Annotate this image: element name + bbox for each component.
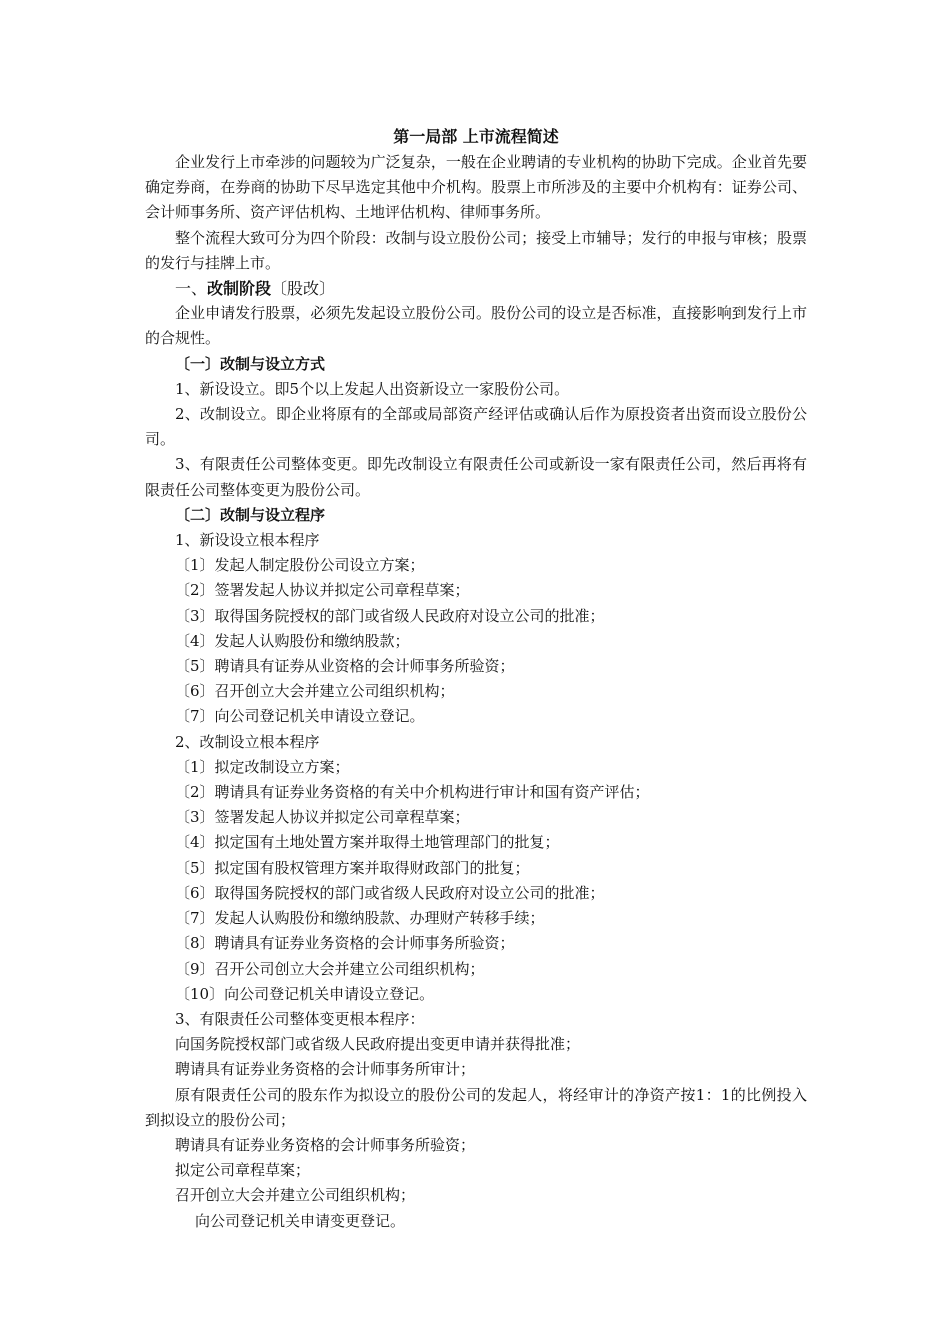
procedure-step: 拟定公司章程草案； xyxy=(175,1161,311,1180)
section-description: 企业申请发行股票，必须先发起设立股份公司。股份公司的设立是否标准，直接影响到发行上市的合规性。 xyxy=(145,304,807,348)
method-item: 1、新设设立。即5个以上发起人出资新设立一家股份公司。 xyxy=(175,379,570,398)
procedure-step: 〔1〕拟定改制设立方案； xyxy=(175,757,350,776)
procedure-step: 〔6〕召开创立大会并建立公司组织机构； xyxy=(175,682,455,701)
procedure-step: 〔4〕发起人认购股份和缴纳股款； xyxy=(175,631,410,650)
section-title: 改制阶段 xyxy=(207,279,272,299)
procedure-step: 〔10〕向公司登记机关申请设立登记。 xyxy=(175,984,435,1003)
section-suffix: 〔股改〕 xyxy=(271,279,336,299)
intro-paragraph-2: 整个流程大致可分为四个阶段：改制与设立股份公司；接受上市辅导；发行的申报与审核；股票的发行与挂牌上市。 xyxy=(145,228,807,272)
document-page xyxy=(145,124,807,1234)
section-heading xyxy=(145,276,807,301)
procedure-title-new: 1、新设设立根本程序 xyxy=(175,531,320,550)
procedure-step: 〔9〕召开公司创立大会并建立公司组织机构； xyxy=(175,959,485,978)
method-item: 2、改制设立。即企业将原有的全部或局部资产经评估或确认后作为原投资者出资而设立股份公司。 xyxy=(145,405,807,449)
subsection-heading-2: 〔二〕改制与设立程序 xyxy=(175,505,326,524)
procedure-step: 〔3〕取得国务院授权的部门或省级人民政府对设立公司的批准； xyxy=(175,606,605,625)
method-item: 3、有限责任公司整体变更。即先改制设立有限责任公司或新设一家有限责任公司，然后再将有限责任公司整体变更为股份公司。 xyxy=(145,455,807,499)
procedure-step: 聘请具有证券业务资格的会计师事务所审计； xyxy=(175,1060,476,1079)
procedure-step: 〔1〕发起人制定股份公司设立方案； xyxy=(175,556,425,575)
section-prefix: 一、 xyxy=(175,279,208,299)
procedure-step: 〔2〕签署发起人协议并拟定公司章程草案； xyxy=(175,581,470,600)
procedure-step: 向国务院授权部门或省级人民政府提出变更申请并获得批准； xyxy=(175,1035,581,1054)
page-title: 第一局部 上市流程简述 xyxy=(393,127,559,146)
procedure-step: 〔5〕聘请具有证券从业资格的会计师事务所验资； xyxy=(175,657,515,676)
intro-paragraph-1: 企业发行上市牵涉的问题较为广泛复杂，一般在企业聘请的专业机构的协助下完成。企业首先要确定券商，在券商的协助下尽早选定其他中介机构。股票上市所涉及的主要中介机构有：证券公司、会计师事务所、资产评估机构、土地评估机构、律师事务所。 xyxy=(145,153,807,222)
procedure-step: 〔5〕拟定国有股权管理方案并取得财政部门的批复； xyxy=(175,858,530,877)
procedure-step: 〔4〕拟定国有土地处置方案并取得土地管理部门的批复； xyxy=(175,833,560,852)
procedure-step: 召开创立大会并建立公司组织机构； xyxy=(175,1186,416,1205)
procedure-step: 〔2〕聘请具有证券业务资格的有关中介机构进行审计和国有资产评估； xyxy=(175,783,650,802)
procedure-title-reform: 2、改制设立根本程序 xyxy=(175,732,320,751)
procedure-step: 〔8〕聘请具有证券业务资格的会计师事务所验资； xyxy=(175,934,515,953)
procedure-step: 聘请具有证券业务资格的会计师事务所验资； xyxy=(175,1135,476,1154)
procedure-step: 〔7〕发起人认购股份和缴纳股款、办理财产转移手续； xyxy=(175,909,545,928)
procedure-step: 〔6〕取得国务院授权的部门或省级人民政府对设立公司的批准； xyxy=(175,883,605,902)
procedure-step-last: 向公司登记机关申请变更登记。 xyxy=(195,1211,406,1230)
procedure-step: 〔3〕签署发起人协议并拟定公司章程草案； xyxy=(175,808,470,827)
procedure-step: 〔7〕向公司登记机关申请设立登记。 xyxy=(175,707,425,726)
procedure-title-change: 3、有限责任公司整体变更根本程序： xyxy=(175,1009,425,1028)
subsection-heading-1: 〔一〕改制与设立方式 xyxy=(175,354,326,373)
procedure-step: 原有限责任公司的股东作为拟设立的股份公司的发起人，将经审计的净资产按1：1的比例投入到拟设立的股份公司； xyxy=(145,1085,807,1129)
